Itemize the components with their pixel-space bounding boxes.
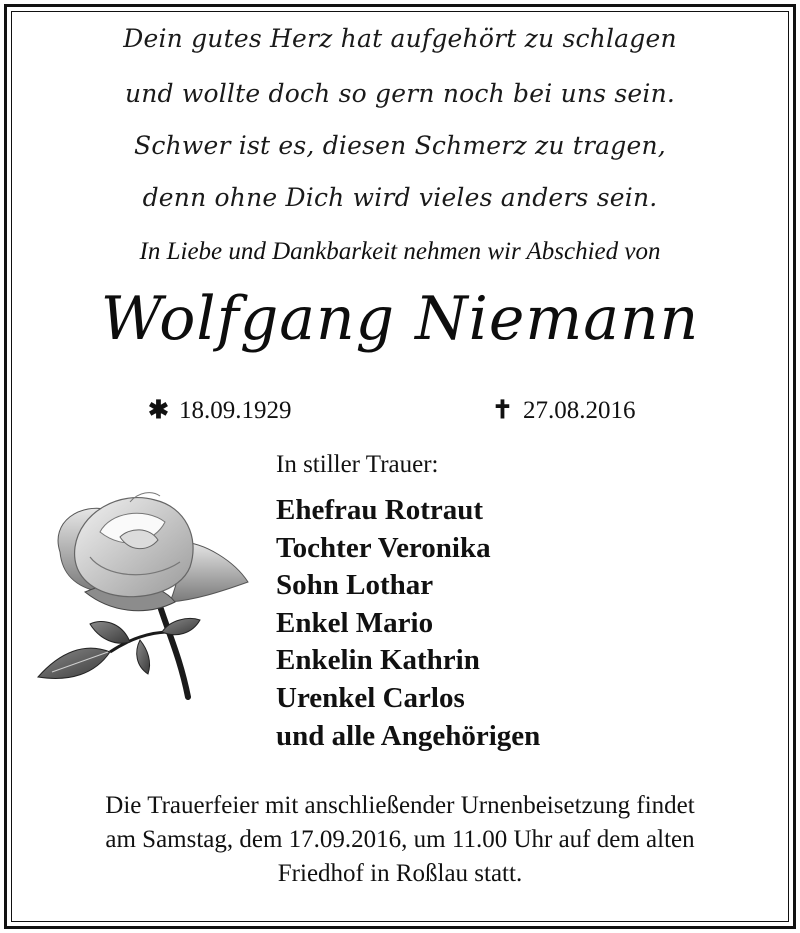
notice-line: Die Trauerfeier mit anschließender Urnenbeisetzung findet — [105, 792, 695, 819]
verse-line: und wollte doch so gern noch bei uns sein. — [124, 79, 676, 108]
star-icon: ✱ — [148, 397, 169, 424]
list-item: Urenkel Carlos — [276, 681, 465, 714]
death-date — [492, 395, 635, 425]
mourners-list — [276, 492, 540, 755]
deceased-name: Wolfgang Niemann — [100, 284, 700, 354]
notice-line: am Samstag, dem 17.09.2016, um 11.00 Uhr auf dem alten — [105, 826, 695, 853]
birth-date-value: 18.09.1929 — [178, 397, 292, 424]
verse-line: Dein gutes Herz hat aufgehört zu schlagen — [123, 24, 677, 53]
intro-text: In Liebe und Dankbarkeit nehmen wir Abschied von — [139, 238, 661, 265]
rose-icon — [30, 482, 255, 707]
list-item: Tochter Veronika — [276, 531, 491, 564]
verse-line: Schwer ist es, diesen Schmerz zu tragen, — [134, 131, 666, 160]
list-item: und alle Angehörigen — [276, 719, 541, 752]
verse-line: denn ohne Dich wird vieles anders sein. — [142, 183, 658, 212]
funeral-notice — [0, 789, 800, 891]
list-item: Ehefrau Rotraut — [276, 494, 484, 526]
list-item: Enkel Mario — [276, 606, 434, 639]
birth-date — [148, 395, 291, 425]
list-item: Sohn Lothar — [276, 569, 434, 602]
list-item: Enkelin Kathrin — [276, 644, 480, 677]
notice-line: Friedhof in Roßlau statt. — [277, 860, 523, 887]
mourners-label: In stiller Trauer: — [276, 451, 439, 478]
cross-icon: ✝ — [492, 397, 513, 424]
death-date-value: 27.08.2016 — [522, 397, 636, 424]
